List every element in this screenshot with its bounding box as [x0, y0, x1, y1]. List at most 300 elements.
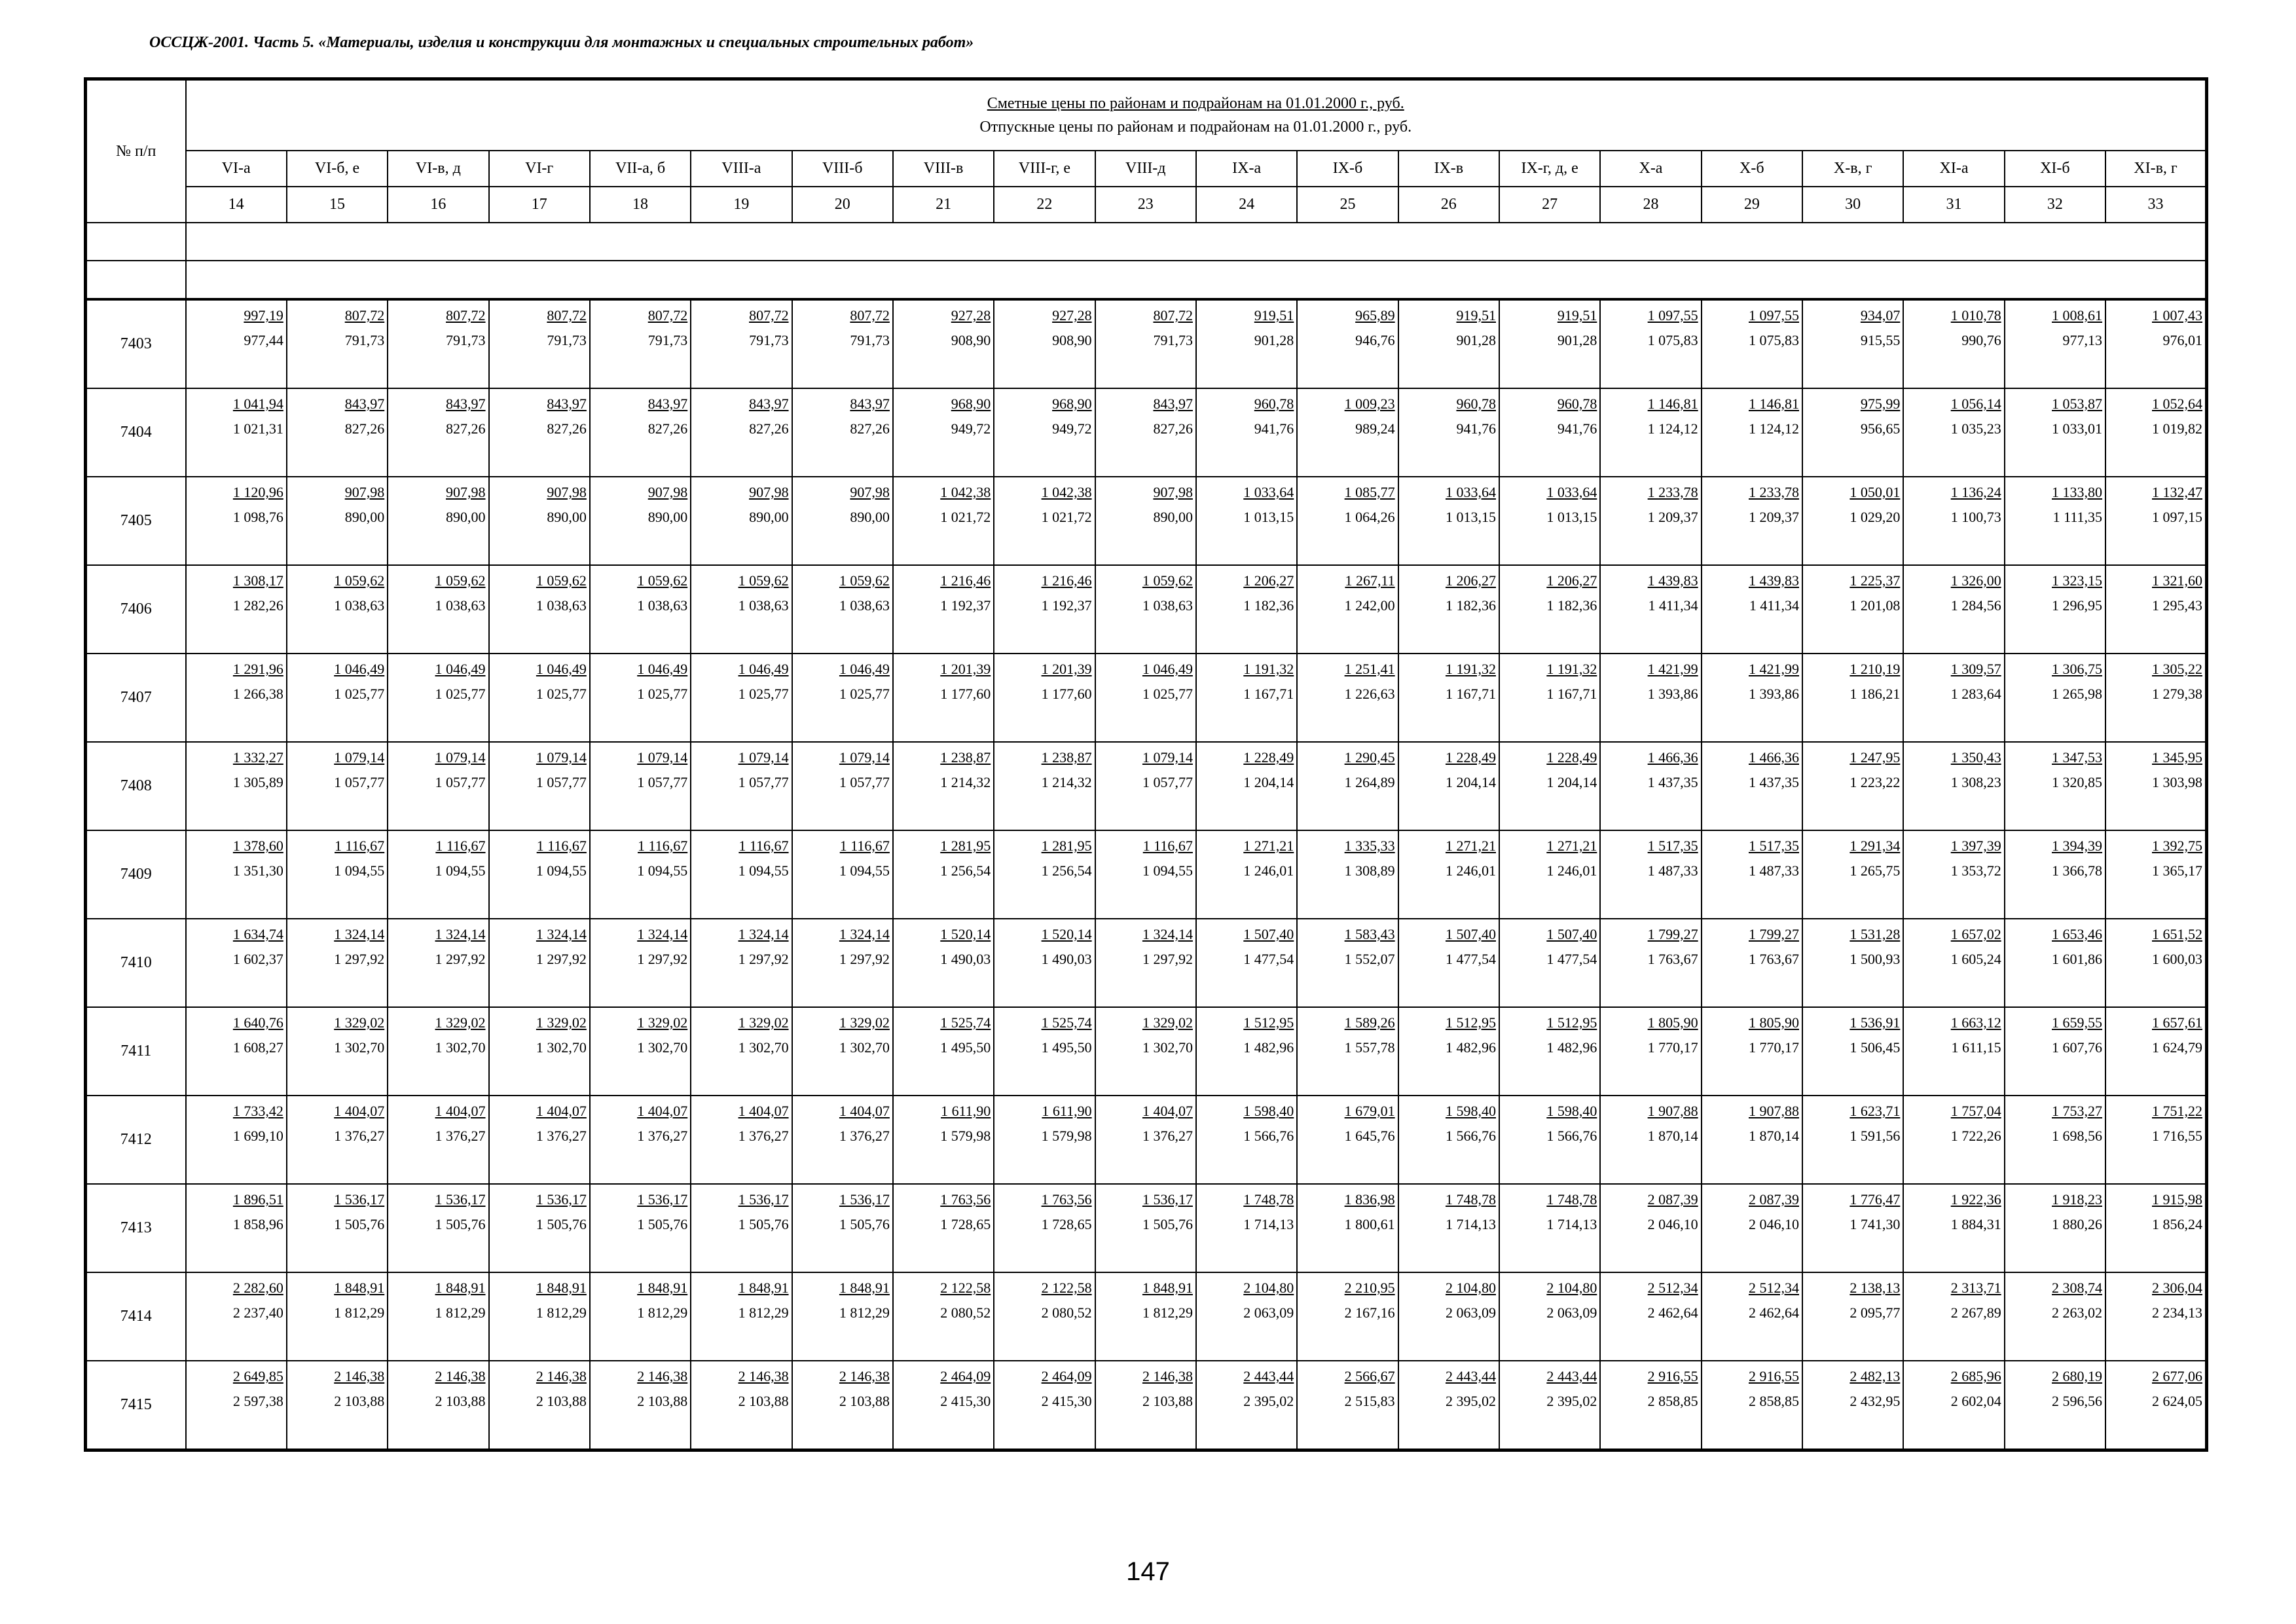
- price-pair: [2152, 657, 2202, 707]
- estimate-price: 1 679,01: [1344, 1103, 1395, 1119]
- price-cell: [1196, 565, 1297, 654]
- estimate-price: 1 439,83: [1647, 572, 1698, 589]
- price-pair: [1042, 1010, 1092, 1060]
- estimate-price: 1 536,17: [637, 1191, 688, 1208]
- release-price: 2 103,88: [1142, 1393, 1193, 1409]
- estimate-price: 1 046,49: [637, 661, 688, 677]
- price-cell: [388, 654, 488, 742]
- price-pair: [446, 480, 486, 530]
- estimate-price: 2 146,38: [536, 1368, 587, 1384]
- price-pair: [1446, 1364, 1496, 1414]
- price-cell: [590, 388, 691, 477]
- estimate-price: 1 059,62: [637, 572, 688, 589]
- price-pair: [1850, 657, 1900, 707]
- estimate-price: 1 848,91: [738, 1280, 789, 1296]
- release-price: 915,55: [1860, 332, 1901, 348]
- estimate-price: 843,97: [446, 396, 486, 412]
- estimate-price: 1 042,38: [1041, 484, 1092, 500]
- estimate-price: 1 611,90: [941, 1103, 991, 1119]
- release-price: 901,28: [1254, 332, 1294, 348]
- price-pair: [1749, 922, 1799, 972]
- price-cell: [1196, 1184, 1297, 1272]
- estimate-price: 1 007,43: [2152, 307, 2202, 323]
- price-cell: [388, 477, 488, 565]
- region-header: VII-а, б: [590, 151, 691, 187]
- estimate-price: 1 050,01: [1850, 484, 1901, 500]
- price-pair: [345, 303, 385, 353]
- price-cell: [1398, 1184, 1499, 1272]
- release-price: 2 602,04: [1950, 1393, 2001, 1409]
- price-cell: [1095, 388, 1196, 477]
- price-cell: [893, 830, 994, 919]
- price-pair: [2152, 834, 2202, 883]
- release-price: 1 579,98: [1041, 1128, 1092, 1144]
- price-cell: [2105, 299, 2206, 388]
- region-header: XI-в, г: [2105, 151, 2206, 187]
- estimate-price: 1 233,78: [1647, 484, 1698, 500]
- release-price: 949,72: [1052, 420, 1092, 437]
- price-pair: [435, 1099, 486, 1149]
- price-pair: [1648, 745, 1698, 795]
- price-pair: [1345, 657, 1395, 707]
- price-cell: [2105, 1361, 2206, 1450]
- estimate-price: 1 053,87: [2052, 396, 2103, 412]
- region-header: VIII-г, е: [994, 151, 1095, 187]
- price-cell: [1702, 1272, 1802, 1361]
- estimate-price: 960,78: [1456, 396, 1496, 412]
- release-price: 1 246,01: [1445, 862, 1496, 879]
- price-pair: [1042, 480, 1092, 530]
- estimate-price: 2 138,13: [1850, 1280, 1901, 1296]
- estimate-price: 1 404,07: [839, 1103, 890, 1119]
- estimate-price: 1 896,51: [232, 1191, 283, 1208]
- price-pair: [547, 480, 587, 530]
- price-pair: [2152, 1276, 2202, 1325]
- price-cell: [1702, 1096, 1802, 1184]
- price-pair: [2052, 1364, 2102, 1414]
- table-row: [86, 299, 2207, 388]
- estimate-price: 1 466,36: [1647, 749, 1698, 766]
- estimate-price: 1 046,49: [334, 661, 385, 677]
- estimate-price: 2 308,74: [2052, 1280, 2103, 1296]
- estimate-price: 807,72: [446, 307, 486, 323]
- release-price: 1 025,77: [1142, 686, 1193, 702]
- release-price: 1 214,32: [940, 774, 991, 790]
- price-pair: [1749, 745, 1799, 795]
- price-cell: [1196, 388, 1297, 477]
- estimate-price: 907,98: [1153, 484, 1193, 500]
- column-number: 27: [1499, 187, 1600, 223]
- price-pair: [1142, 568, 1193, 618]
- price-cell: [1297, 1361, 1398, 1450]
- estimate-price: 1 046,49: [738, 661, 789, 677]
- release-price: 1 320,85: [2052, 774, 2103, 790]
- price-cell: [792, 477, 893, 565]
- release-price: 2 046,10: [1749, 1216, 1799, 1232]
- estimate-price: 1 201,39: [940, 661, 991, 677]
- price-cell: [691, 1184, 792, 1272]
- estimate-price: 1 520,14: [1041, 926, 1092, 942]
- estimate-price: 907,98: [446, 484, 486, 500]
- release-price: 1 482,96: [1445, 1039, 1496, 1056]
- estimate-price: 1 059,62: [1142, 572, 1193, 589]
- estimate-price: 1 404,07: [334, 1103, 385, 1119]
- price-pair: [839, 922, 890, 972]
- estimate-price: 807,72: [547, 307, 587, 323]
- release-price: 1 035,23: [1950, 420, 2001, 437]
- release-price: 1 256,54: [1041, 862, 1092, 879]
- price-cell: [287, 1096, 388, 1184]
- release-price: 1 393,86: [1749, 686, 1799, 702]
- column-number-row: [86, 187, 2207, 223]
- release-price: 1 025,77: [536, 686, 587, 702]
- price-pair: [951, 392, 991, 441]
- price-cell: [2105, 742, 2206, 830]
- item-number: 7405: [86, 477, 186, 565]
- release-price: 1 376,27: [1142, 1128, 1193, 1144]
- estimate-price: 2 677,06: [2152, 1368, 2202, 1384]
- price-pair: [738, 657, 789, 707]
- price-pair: [738, 1010, 789, 1060]
- estimate-price: 2 146,38: [1142, 1368, 1193, 1384]
- price-pair: [435, 1187, 486, 1237]
- release-price: 901,28: [1557, 332, 1597, 348]
- estimate-price: 1 132,47: [2152, 484, 2202, 500]
- price-cell: [287, 742, 388, 830]
- price-pair: [446, 303, 486, 353]
- price-pair: [1446, 568, 1496, 618]
- release-price: 1 437,35: [1647, 774, 1698, 790]
- release-price: 1 500,93: [1850, 951, 1901, 967]
- estimate-price: 1 836,98: [1344, 1191, 1395, 1208]
- price-pair: [2152, 480, 2202, 530]
- price-pair: [334, 834, 384, 883]
- price-pair: [334, 1364, 384, 1414]
- estimate-price: 1 191,32: [1445, 661, 1496, 677]
- price-pair: [1749, 1276, 1799, 1325]
- price-pair: [233, 834, 283, 883]
- price-cell: [792, 1184, 893, 1272]
- release-price: 1 601,86: [2052, 951, 2103, 967]
- release-price: 1 505,76: [839, 1216, 890, 1232]
- price-pair: [345, 392, 385, 441]
- price-cell: [1499, 742, 1600, 830]
- column-number: 19: [691, 187, 792, 223]
- release-price: 908,90: [1052, 332, 1092, 348]
- price-pair: [233, 922, 283, 972]
- estimate-price: 1 079,14: [839, 749, 890, 766]
- price-pair: [637, 745, 687, 795]
- price-pair: [1153, 480, 1193, 530]
- price-cell: [2005, 388, 2105, 477]
- release-price: 1 201,08: [1850, 597, 1901, 614]
- estimate-price: 2 104,80: [1243, 1280, 1294, 1296]
- price-pair: [940, 1099, 991, 1149]
- price-cell: [1499, 388, 1600, 477]
- release-price: 2 858,85: [1749, 1393, 1799, 1409]
- release-price: 1 264,89: [1344, 774, 1395, 790]
- release-price: 1 296,95: [2052, 597, 2103, 614]
- estimate-price: 1 507,40: [1546, 926, 1597, 942]
- price-pair: [1749, 1364, 1799, 1414]
- price-pair: [1749, 392, 1799, 441]
- region-header: IX-б: [1297, 151, 1398, 187]
- estimate-price: 1 308,17: [232, 572, 283, 589]
- release-price: 1 365,17: [2152, 862, 2202, 879]
- price-pair: [244, 303, 283, 353]
- price-cell: [792, 830, 893, 919]
- price-pair: [1254, 303, 1294, 353]
- price-cell: [1196, 1272, 1297, 1361]
- price-pair: [1345, 1276, 1395, 1325]
- price-pair: [2052, 834, 2102, 883]
- price-pair: [1951, 1099, 2001, 1149]
- price-pair: [1052, 392, 1092, 441]
- release-price: 1 057,77: [536, 774, 587, 790]
- price-cell: [388, 919, 488, 1007]
- price-pair: [334, 1187, 384, 1237]
- release-price: 1 302,70: [738, 1039, 789, 1056]
- price-cell: [1095, 1184, 1196, 1272]
- release-price: 2 046,10: [1647, 1216, 1698, 1232]
- price-pair: [1749, 834, 1799, 883]
- release-price: 1 283,64: [1950, 686, 2001, 702]
- column-number: 29: [1702, 187, 1802, 223]
- release-price: 1 351,30: [232, 862, 283, 879]
- release-price: 1 124,12: [1647, 420, 1698, 437]
- estimate-price: 927,28: [1052, 307, 1092, 323]
- estimate-price: 1 507,40: [1445, 926, 1496, 942]
- estimate-price: 1 611,90: [1042, 1103, 1092, 1119]
- estimate-price: 1 350,43: [1950, 749, 2001, 766]
- table-row: [86, 654, 2207, 742]
- estimate-price: 927,28: [951, 307, 991, 323]
- price-pair: [648, 480, 688, 530]
- price-pair: [2152, 1364, 2202, 1414]
- estimate-price: 843,97: [547, 396, 587, 412]
- estimate-price: 1 404,07: [536, 1103, 587, 1119]
- estimate-price: 2 146,38: [738, 1368, 789, 1384]
- price-cell: [1196, 477, 1297, 565]
- price-cell: [489, 1272, 590, 1361]
- price-pair: [1456, 303, 1496, 353]
- price-cell: [1499, 1272, 1600, 1361]
- estimate-price: 2 104,80: [1445, 1280, 1496, 1296]
- column-number: 33: [2105, 187, 2206, 223]
- price-cell: [1600, 565, 1701, 654]
- price-pair: [1052, 303, 1092, 353]
- price-pair: [1042, 1364, 1092, 1414]
- release-price: 1 812,29: [839, 1304, 890, 1321]
- price-pair: [1850, 745, 1900, 795]
- estimate-price: 1 097,55: [1647, 307, 1698, 323]
- release-price: 1 645,76: [1344, 1128, 1395, 1144]
- estimate-price: 1 228,49: [1546, 749, 1597, 766]
- estimate-price: 843,97: [850, 396, 890, 412]
- price-cell: [287, 1184, 388, 1272]
- price-cell: [2005, 742, 2105, 830]
- estimate-price: 919,51: [1557, 307, 1597, 323]
- price-cell: [1297, 565, 1398, 654]
- price-cell: [893, 565, 994, 654]
- price-pair: [1042, 745, 1092, 795]
- empty-cell: [86, 261, 186, 299]
- release-price: 1 698,56: [2052, 1128, 2103, 1144]
- estimate-price: 1 033,64: [1445, 484, 1496, 500]
- estimate-price: 1 324,14: [839, 926, 890, 942]
- release-price: 2 462,64: [1647, 1304, 1698, 1321]
- price-cell: [1398, 919, 1499, 1007]
- price-cell: [388, 565, 488, 654]
- estimate-price: 1 136,24: [1950, 484, 2001, 500]
- estimate-price: 1 536,17: [435, 1191, 486, 1208]
- release-price: 1 608,27: [232, 1039, 283, 1056]
- price-cell: [691, 919, 792, 1007]
- estimate-price: 807,72: [850, 307, 890, 323]
- price-cell: [1398, 1361, 1499, 1450]
- estimate-price: 2 680,19: [2052, 1368, 2103, 1384]
- estimate-price: 1 347,53: [2052, 749, 2103, 766]
- release-price: 1 800,61: [1344, 1216, 1395, 1232]
- price-pair: [839, 1276, 890, 1325]
- price-cell: [489, 654, 590, 742]
- estimate-price: 1 133,80: [2052, 484, 2103, 500]
- estimate-price: 1 512,95: [1445, 1014, 1496, 1031]
- price-cell: [1095, 565, 1196, 654]
- price-pair: [850, 392, 890, 441]
- release-price: 1 297,92: [637, 951, 688, 967]
- price-cell: [2005, 1096, 2105, 1184]
- price-cell: [2105, 1272, 2206, 1361]
- estimate-price: 1 536,17: [1142, 1191, 1193, 1208]
- estimate-price: 1 799,27: [1647, 926, 1698, 942]
- price-cell: [590, 565, 691, 654]
- item-number: 7415: [86, 1361, 186, 1450]
- price-pair: [2052, 657, 2102, 707]
- release-price: 1 057,77: [435, 774, 486, 790]
- estimate-price: 1 291,96: [232, 661, 283, 677]
- price-cell: [590, 830, 691, 919]
- release-price: 1 265,98: [2052, 686, 2103, 702]
- price-pair: [536, 1187, 587, 1237]
- price-cell: [1702, 388, 1802, 477]
- empty-cell: [186, 261, 2207, 299]
- region-header: VI-б, е: [287, 151, 388, 187]
- release-price: 1 884,31: [1950, 1216, 2001, 1232]
- release-price: 1 266,38: [232, 686, 283, 702]
- release-price: 1 741,30: [1850, 1216, 1901, 1232]
- estimate-price: 968,90: [951, 396, 991, 412]
- release-price: 1 411,34: [1749, 597, 1799, 614]
- release-price: 2 095,77: [1850, 1304, 1901, 1321]
- estimate-price: 2 087,39: [1749, 1191, 1799, 1208]
- estimate-price: 2 122,58: [1041, 1280, 1092, 1296]
- price-pair: [1345, 1364, 1395, 1414]
- price-pair: [334, 745, 384, 795]
- price-cell: [1297, 1096, 1398, 1184]
- column-number: 24: [1196, 187, 1297, 223]
- price-pair: [1042, 922, 1092, 972]
- estimate-price: 2 685,96: [1950, 1368, 2001, 1384]
- column-number: 16: [388, 187, 488, 223]
- price-pair: [648, 303, 688, 353]
- price-pair: [1042, 1187, 1092, 1237]
- price-cell: [590, 1007, 691, 1096]
- price-pair: [536, 834, 587, 883]
- price-pair: [1243, 1010, 1294, 1060]
- price-cell: [2005, 1184, 2105, 1272]
- estimate-price: 1 059,62: [334, 572, 385, 589]
- item-number: 7408: [86, 742, 186, 830]
- release-price: 1 100,73: [1950, 509, 2001, 525]
- price-cell: [1297, 1272, 1398, 1361]
- price-pair: [536, 745, 587, 795]
- release-price: 827,26: [749, 420, 789, 437]
- price-cell: [1702, 919, 1802, 1007]
- estimate-price: 1 589,26: [1344, 1014, 1395, 1031]
- release-price: 1 505,76: [536, 1216, 587, 1232]
- price-pair: [1142, 1364, 1193, 1414]
- release-price: 1 490,03: [1041, 951, 1092, 967]
- price-pair: [1142, 657, 1193, 707]
- price-pair: [1648, 392, 1698, 441]
- release-price: 1 021,72: [1041, 509, 1092, 525]
- price-pair: [2152, 392, 2202, 441]
- price-pair: [839, 745, 890, 795]
- price-cell: [1702, 742, 1802, 830]
- price-cell: [287, 565, 388, 654]
- release-price: 1 870,14: [1647, 1128, 1698, 1144]
- estimate-price: 2 087,39: [1647, 1191, 1698, 1208]
- estimate-price: 1 799,27: [1749, 926, 1799, 942]
- price-cell: [893, 1361, 994, 1450]
- price-pair: [233, 392, 283, 441]
- price-pair: [1446, 1187, 1496, 1237]
- release-price: 2 858,85: [1647, 1393, 1698, 1409]
- estimate-price: 1 046,49: [435, 661, 486, 677]
- region-header: IX-г, д, е: [1499, 151, 1600, 187]
- price-pair: [1648, 1187, 1698, 1237]
- price-pair: [637, 834, 687, 883]
- estimate-price: 1 290,45: [1344, 749, 1395, 766]
- price-cell: [489, 1007, 590, 1096]
- price-pair: [536, 1364, 587, 1414]
- price-cell: [186, 1007, 287, 1096]
- price-cell: [287, 299, 388, 388]
- price-pair: [1951, 834, 2001, 883]
- region-header: VI-г: [489, 151, 590, 187]
- price-cell: [893, 1272, 994, 1361]
- estimate-price: 1 335,33: [1344, 838, 1395, 854]
- estimate-price: 2 512,34: [1647, 1280, 1698, 1296]
- table-row: [86, 742, 2207, 830]
- release-price: 1 192,37: [940, 597, 991, 614]
- price-pair: [940, 657, 991, 707]
- release-price: 1 376,27: [435, 1128, 486, 1144]
- price-cell: [590, 919, 691, 1007]
- estimate-price: 1 097,55: [1749, 307, 1799, 323]
- estimate-price: 807,72: [344, 307, 385, 323]
- release-price: 1 025,77: [738, 686, 789, 702]
- release-price: 1 038,63: [1142, 597, 1193, 614]
- estimate-price: 1 583,43: [1344, 926, 1395, 942]
- release-price: 1 566,76: [1546, 1128, 1597, 1144]
- item-number: 7409: [86, 830, 186, 919]
- release-price: 1 880,26: [2052, 1216, 2103, 1232]
- price-cell: [1196, 830, 1297, 919]
- price-pair: [1042, 834, 1092, 883]
- price-cell: [1903, 742, 2004, 830]
